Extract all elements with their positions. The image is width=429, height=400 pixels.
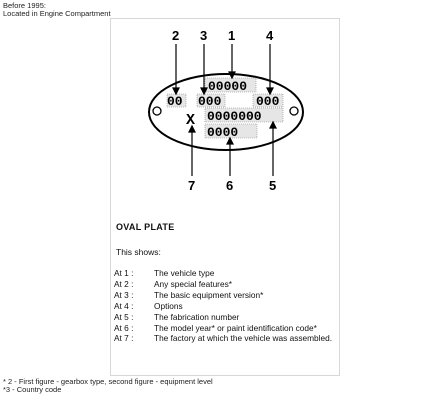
mounting-hole-left — [153, 107, 161, 115]
callout-1: 1 — [228, 28, 236, 43]
legend-list — [114, 268, 336, 344]
caption-before-1995: Before 1995: — [3, 1, 46, 10]
digits-2: 00 — [167, 94, 183, 109]
legend-text: Options — [154, 300, 183, 311]
legend-text: Any special features* — [154, 278, 232, 289]
legend-row — [114, 333, 336, 344]
legend-row — [114, 268, 336, 279]
callout-6: 6 — [226, 178, 234, 193]
footnote-3: *3 - Country code — [3, 385, 62, 394]
legend-row — [114, 323, 336, 334]
legend-text: The model year* or paint identification code* — [154, 322, 317, 333]
callout-2: 2 — [172, 28, 180, 43]
arrow-1 — [229, 72, 235, 78]
plate-x-mark: X — [186, 112, 196, 129]
legend-text: The fabrication number — [154, 311, 240, 322]
caption-location: Located in Engine Compartment — [3, 9, 111, 18]
legend-row — [114, 290, 336, 301]
legend-key: At 7 : — [114, 333, 134, 344]
callout-4: 4 — [266, 28, 274, 43]
legend-key: At 5 : — [114, 311, 134, 322]
legend-key: At 4 : — [114, 300, 134, 311]
legend-key: At 1 : — [114, 268, 134, 278]
legend-key: At 6 : — [114, 322, 134, 333]
legend-row — [114, 312, 336, 323]
digits-5: 0000000 — [207, 109, 262, 124]
legend-key: At 3 : — [114, 289, 134, 300]
callout-3: 3 — [200, 28, 208, 43]
legend-title: OVAL PLATE — [116, 222, 175, 232]
arrow-5 — [270, 122, 276, 128]
mounting-hole-right — [290, 107, 298, 115]
legend-text: The vehicle type — [154, 268, 215, 278]
legend-row — [114, 301, 336, 312]
legend-text: The basic equipment version* — [154, 289, 264, 300]
callout-7: 7 — [188, 178, 196, 193]
callout-5: 5 — [269, 178, 277, 193]
legend-intro: This shows: — [116, 247, 161, 257]
digits-4: 000 — [256, 94, 280, 109]
digits-6: 0000 — [207, 125, 239, 140]
footnote-2: * 2 - First figure - gearbox type, second figure - equipment level — [3, 377, 213, 386]
digits-1: 00000 — [208, 79, 248, 94]
legend-text: The factory at which the vehicle was assembled. — [154, 333, 333, 344]
legend-key: At 2 : — [114, 278, 134, 289]
digits-3: 000 — [198, 94, 222, 109]
legend-row — [114, 279, 336, 290]
